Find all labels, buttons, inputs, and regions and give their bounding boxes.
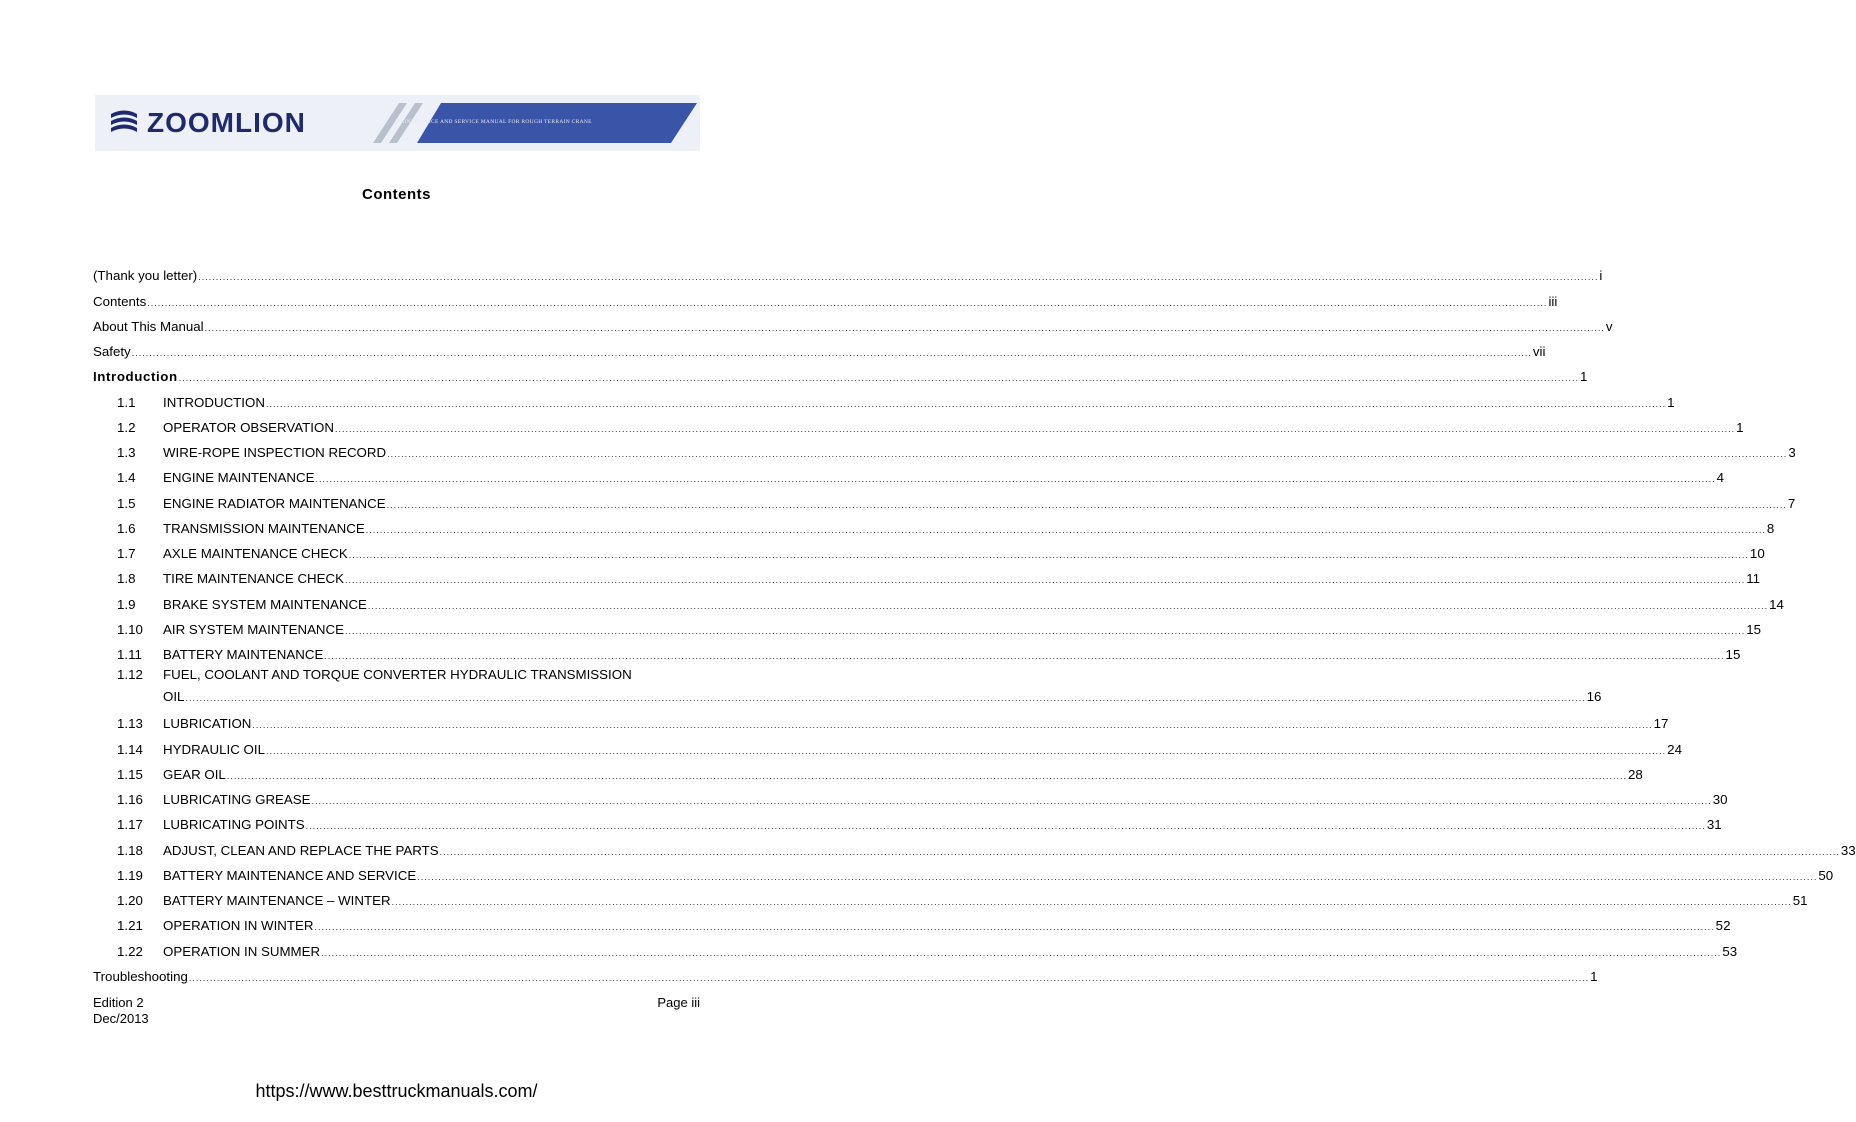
toc-page: 10 — [1749, 546, 1765, 561]
toc-number: 1.2 — [117, 419, 136, 435]
toc-number: 1.6 — [117, 520, 136, 536]
toc-leader: ................................................................................................................................................................................................................................................................................................................................................................................................................ — [198, 272, 1599, 283]
toc-number: 1.9 — [117, 596, 136, 612]
brand-name: ZOOMLION — [147, 107, 306, 138]
toc-entry[interactable] — [93, 512, 1775, 537]
toc-entry[interactable] — [93, 808, 1722, 833]
toc-label: LUBRICATION — [163, 716, 252, 732]
toc-entry[interactable] — [93, 613, 1762, 638]
toc-label: Troubleshooting — [93, 968, 188, 984]
date-text: Dec/2013 — [93, 1011, 149, 1026]
toc-leader: ................................................................................................................................................................................................................................................................................................................................................................................................................ — [314, 922, 1715, 933]
toc-leader: ................................................................................................................................................................................................................................................................................................................................................................................................................ — [265, 398, 1667, 409]
toc-entry[interactable] — [93, 638, 1741, 663]
toc-entry[interactable] — [93, 859, 1834, 884]
toc-page: 53 — [1722, 943, 1738, 959]
toc-entry[interactable] — [93, 284, 1558, 309]
toc-entry[interactable] — [93, 436, 1796, 461]
toc-leader: ................................................................................................................................................................................................................................................................................................................................................................................................................ — [417, 871, 1818, 882]
toc-page: 1 — [1579, 369, 1588, 385]
toc-page: 14 — [1769, 596, 1784, 612]
toc-label: Safety — [93, 344, 131, 359]
toc-number: 1.15 — [117, 766, 143, 782]
toc-label: Introduction — [93, 369, 178, 385]
toc-leader: ................................................................................................................................................................................................................................................................................................................................................................................................................ — [439, 846, 1840, 857]
toc-entry[interactable] — [93, 562, 1761, 587]
toc-entry[interactable] — [93, 385, 1675, 410]
toc-page: 4 — [1716, 470, 1725, 486]
toc-number: 1.14 — [117, 741, 143, 757]
toc-page: 15 — [1725, 647, 1741, 662]
header-banner — [95, 95, 700, 151]
website-url[interactable]: https://www.besttruckmanuals.com/ — [255, 1081, 538, 1101]
toc-label: ENGINE RADIATOR MAINTENANCE — [163, 495, 386, 511]
toc-label: AXLE MAINTENANCE CHECK — [163, 546, 348, 561]
toc-entry[interactable] — [93, 758, 1643, 783]
toc-page: 7 — [1787, 495, 1796, 511]
toc-number: 1.7 — [117, 546, 136, 561]
toc-number: 1.4 — [117, 470, 136, 486]
toc-leader: ................................................................................................................................................................................................................................................................................................................................................................................................................ — [321, 947, 1722, 958]
toc-page: vii — [1532, 344, 1546, 359]
banner-subtitle: MAINTENANCE AND SERVICE MANUAL FOR ROUGH TERRAIN CRANE — [395, 119, 592, 125]
toc-leader: ................................................................................................................................................................................................................................................................................................................................................................................................................ — [334, 423, 1736, 434]
toc-label: TIRE MAINTENANCE CHECK — [163, 571, 345, 587]
toc-leader: ................................................................................................................................................................................................................................................................................................................................................................................................................ — [324, 651, 1725, 661]
toc-page: 1 — [1590, 968, 1598, 984]
toc-label: LUBRICATING GREASE — [163, 792, 311, 807]
toc-leader: ................................................................................................................................................................................................................................................................................................................................................................................................................ — [147, 297, 1548, 308]
toc-label: GEAR OIL — [163, 766, 226, 782]
toc-number: 1.13 — [117, 716, 143, 732]
toc-entry[interactable] — [93, 833, 1856, 858]
toc-entry[interactable] — [93, 884, 1808, 909]
toc-leader: ................................................................................................................................................................................................................................................................................................................................................................................................................ — [387, 449, 1788, 459]
toc-entry[interactable] — [93, 783, 1728, 808]
toc-page: 8 — [1766, 520, 1775, 536]
toc-leader: ................................................................................................................................................................................................................................................................................................................................................................................................................ — [178, 373, 1579, 384]
toc-leader: ................................................................................................................................................................................................................................................................................................................................................................................................................ — [311, 796, 1712, 806]
toc-entry[interactable] — [93, 486, 1796, 511]
toc-number: 1.5 — [117, 495, 136, 511]
toc-entry[interactable] — [93, 411, 1744, 436]
toc-label: ADJUST, CLEAN AND REPLACE THE PARTS — [163, 842, 439, 858]
footer-page-number: Page iii — [657, 995, 700, 1010]
edition-text: Edition 2 — [93, 995, 144, 1010]
toc-entry[interactable] — [93, 310, 1613, 335]
toc-leader: ................................................................................................................................................................................................................................................................................................................................................................................................................ — [265, 745, 1667, 756]
toc-page: 16 — [1586, 689, 1602, 704]
toc-entry[interactable] — [93, 707, 1669, 732]
toc-leader: ................................................................................................................................................................................................................................................................................................................................................................................................................ — [391, 897, 1792, 907]
toc-label: OPERATION IN SUMMER — [163, 943, 321, 959]
toc-number: 1.10 — [117, 621, 143, 637]
toc-leader: ................................................................................................................................................................................................................................................................................................................................................................................................................ — [305, 821, 1706, 832]
toc-number: 1.1 — [117, 394, 136, 410]
zoomlion-logo-icon — [107, 108, 141, 138]
toc-leader: ................................................................................................................................................................................................................................................................................................................................................................................................................ — [131, 348, 1532, 358]
toc-leader: ................................................................................................................................................................................................................................................................................................................................................................................................................ — [185, 693, 1586, 703]
toc-label: Contents — [93, 293, 147, 309]
toc-page: 15 — [1746, 621, 1762, 637]
toc-page: 50 — [1818, 867, 1834, 883]
toc-number: 1.8 — [117, 571, 136, 587]
toc-page: 24 — [1667, 741, 1682, 757]
toc-number: 1.21 — [117, 918, 143, 934]
toc-label: FUEL, COOLANT AND TORQUE CONVERTER HYDRAULIC TRANSMISSION — [163, 667, 632, 682]
toc-page: 11 — [1746, 571, 1761, 587]
toc-page: 1 — [1667, 394, 1675, 410]
toc-page: 17 — [1653, 716, 1669, 732]
brand-logo — [107, 103, 306, 143]
toc-number: 1.12 — [117, 667, 143, 682]
toc-entry[interactable] — [93, 259, 1603, 284]
toc-label: OPERATOR OBSERVATION — [163, 419, 334, 435]
toc-page: v — [1605, 318, 1613, 334]
toc-label: (Thank you letter) — [93, 268, 198, 284]
toc-entry[interactable] — [93, 360, 1588, 385]
toc-page: 51 — [1792, 893, 1808, 908]
toc-entry[interactable] — [93, 732, 1682, 757]
toc-entry[interactable] — [93, 537, 1765, 562]
toc-entry[interactable] — [93, 960, 1598, 985]
toc-label: BATTERY MAINTENANCE – WINTER — [163, 893, 391, 908]
toc-label: OPERATION IN WINTER — [163, 918, 314, 934]
toc-number: 1.17 — [117, 817, 143, 833]
toc-number: 1.19 — [117, 867, 143, 883]
toc-number: 1.16 — [117, 792, 143, 807]
toc-page: i — [1599, 268, 1603, 284]
toc-leader: ................................................................................................................................................................................................................................................................................................................................................................................................................ — [348, 550, 1749, 560]
toc-label: HYDRAULIC OIL — [163, 741, 265, 757]
toc-entry[interactable] — [93, 461, 1725, 486]
toc-page: 31 — [1706, 817, 1722, 833]
toc-label: AIR SYSTEM MAINTENANCE — [163, 621, 345, 637]
toc-entry[interactable] — [93, 909, 1731, 934]
toc-page: iii — [1548, 293, 1558, 309]
toc-label: LUBRICATING POINTS — [163, 817, 305, 833]
toc-label: INTRODUCTION — [163, 394, 265, 410]
toc-leader: ................................................................................................................................................................................................................................................................................................................................................................................................................ — [386, 499, 1787, 510]
toc-page: 28 — [1628, 766, 1643, 782]
toc-leader: ................................................................................................................................................................................................................................................................................................................................................................................................................ — [315, 474, 1716, 485]
toc-number: 1.11 — [117, 647, 142, 662]
toc-leader: ................................................................................................................................................................................................................................................................................................................................................................................................................ — [188, 972, 1590, 983]
toc-entry[interactable] — [93, 934, 1738, 959]
toc-label: BATTERY MAINTENANCE — [163, 647, 324, 662]
toc-entry[interactable] — [93, 663, 1602, 707]
toc-entry[interactable] — [93, 335, 1546, 360]
toc-leader: ................................................................................................................................................................................................................................................................................................................................................................................................................ — [204, 322, 1605, 333]
toc-label-continued: OIL — [163, 689, 185, 704]
toc-label: BATTERY MAINTENANCE AND SERVICE — [163, 867, 417, 883]
page-title: Contents — [362, 186, 431, 203]
toc-page: 30 — [1712, 792, 1728, 807]
toc-number: 1.20 — [117, 893, 143, 908]
toc-label: TRANSMISSION MAINTENANCE — [163, 520, 365, 536]
toc-label: WIRE-ROPE INSPECTION RECORD — [163, 445, 387, 460]
toc-leader: ................................................................................................................................................................................................................................................................................................................................................................................................................ — [345, 625, 1746, 636]
toc-number: 1.3 — [117, 445, 136, 460]
toc-page: 3 — [1788, 445, 1796, 460]
toc-page: 33 — [1840, 842, 1856, 858]
toc-label: About This Manual — [93, 318, 204, 334]
toc-leader: ................................................................................................................................................................................................................................................................................................................................................................................................................ — [345, 575, 1746, 586]
toc-leader: ................................................................................................................................................................................................................................................................................................................................................................................................................ — [365, 524, 1766, 535]
toc-label: ENGINE MAINTENANCE — [163, 470, 315, 486]
toc-label: BRAKE SYSTEM MAINTENANCE — [163, 596, 367, 612]
toc-page: 52 — [1715, 918, 1731, 934]
footer-edition — [93, 995, 149, 1027]
toc-leader: ................................................................................................................................................................................................................................................................................................................................................................................................................ — [252, 720, 1653, 731]
table-of-contents — [93, 259, 1856, 985]
toc-leader: ................................................................................................................................................................................................................................................................................................................................................................................................................ — [226, 770, 1628, 781]
toc-number: 1.22 — [117, 943, 143, 959]
toc-number: 1.18 — [117, 842, 143, 858]
toc-page: 1 — [1736, 419, 1744, 435]
toc-entry[interactable] — [93, 587, 1784, 612]
toc-leader: ................................................................................................................................................................................................................................................................................................................................................................................................................ — [367, 600, 1769, 611]
